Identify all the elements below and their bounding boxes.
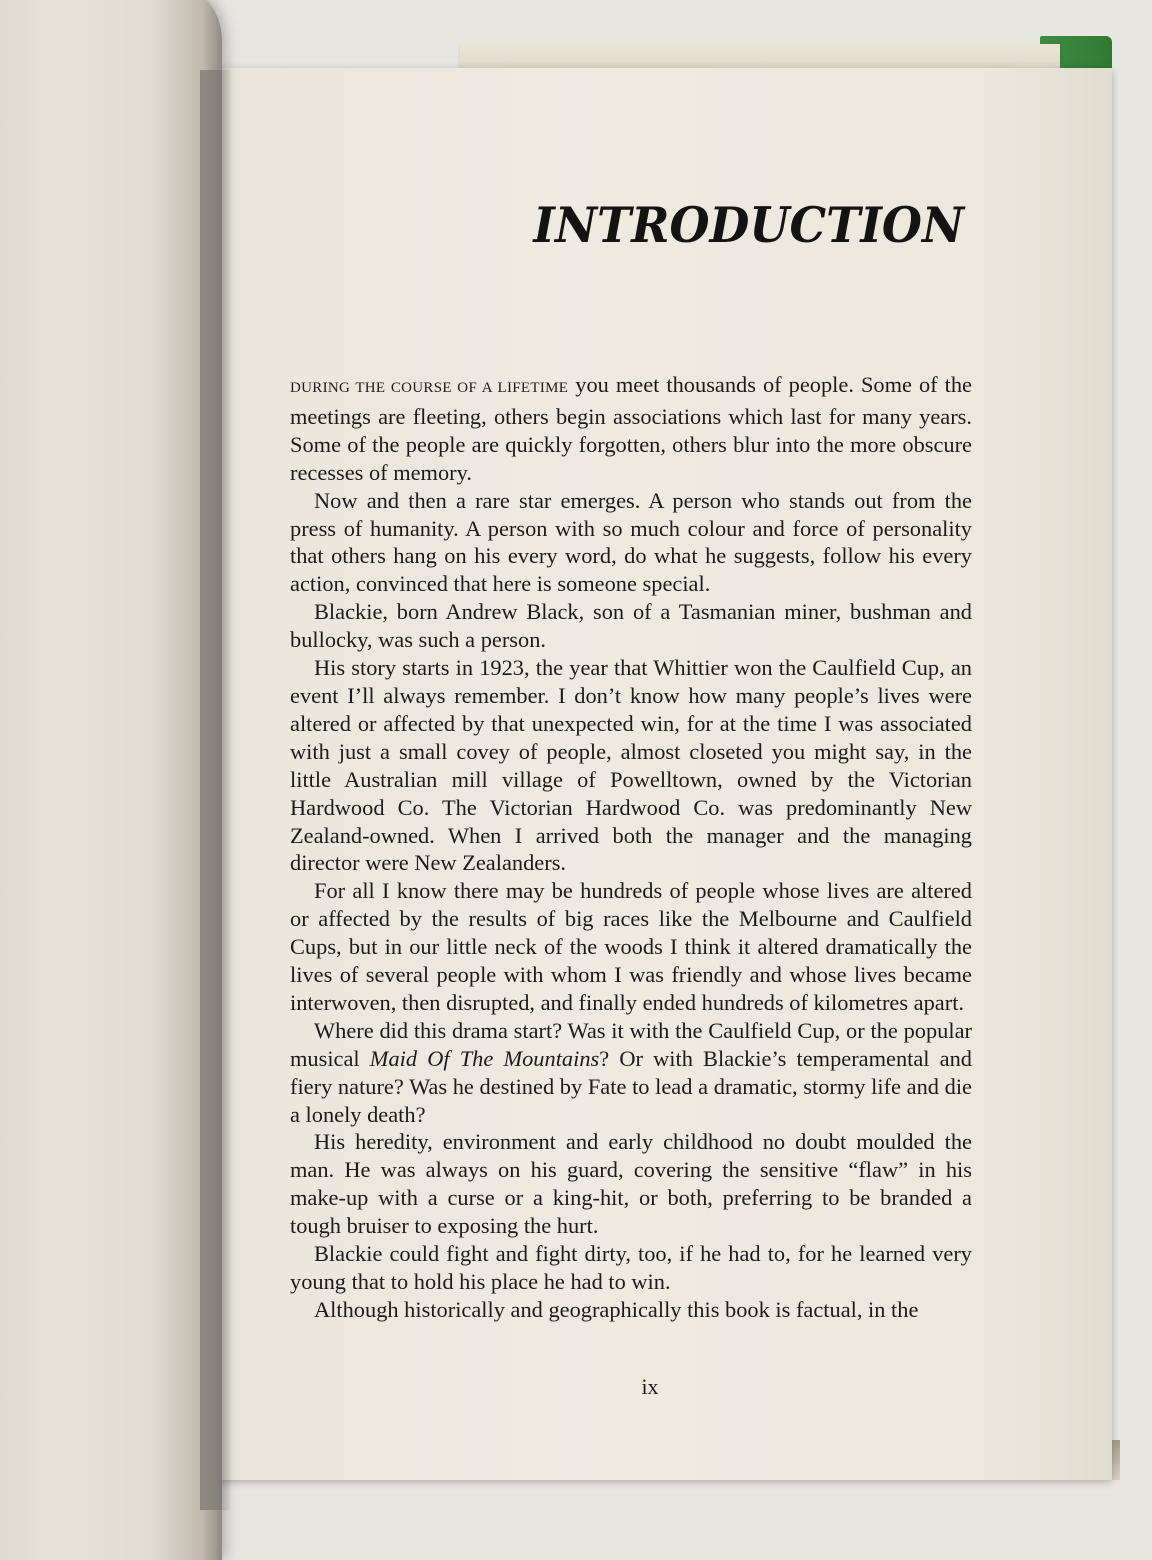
paragraph: Blackie could fight and fight dirty, too, if he had to, for he learned very young that to hold his place he had to win. <box>290 1241 972 1294</box>
paragraph-text: you meet thousands of people. Some of the meetings are fleeting, others begin associations which last for many years. Some of the people are quickly forgotten, others blur into the more obscure recesses of memory. <box>290 372 972 485</box>
musical-title-italic: Maid Of The Mountains <box>369 1045 600 1071</box>
paragraph <box>290 371 972 487</box>
paragraph <box>290 1017 972 1129</box>
facing-page <box>0 0 222 1560</box>
paragraph-text: Where did this drama start? Was it with the Caulfield Cup, or the popular musical <box>290 1017 972 1071</box>
paragraph-lead-smallcaps: DURING THE COURSE OF A LIFETIME <box>290 380 569 396</box>
paragraph: Blackie, born Andrew Black, son of a Tasmanian miner, bushman and bullocky, was such a person. <box>290 599 972 653</box>
paragraph: Now and then a rare star emerges. A person who stands out from the press of humanity. A person with so much colour and force of personality that others hang on his every word, do what he suggests, follow his every action, convinced that here is someone special. <box>290 487 972 597</box>
paragraph: His heredity, environment and early childhood no doubt moulded the man. He was always on his guard, covering the sensitive “flaw” in his make-up with a curse or a king-hit, or both, preferring to be branded a tough bruiser to exposing the hurt. <box>290 1129 972 1239</box>
paragraph-text: ? Or with Blackie’s temperamental and fiery nature? Was he destined by Fate to lead a dramatic, stormy life and die a lonely death? <box>290 1045 972 1127</box>
page-number: ix <box>641 1374 659 1399</box>
book-page <box>200 68 1112 1480</box>
paragraph: For all I know there may be hundreds of people whose lives are altered or affected by the results of big races like the Melbourne and Caulfield Cups, but in our little neck of the woods I think it altered dramatically the lives of several people with whom I was friendly and whose lives became interwoven, then disrupted, and finally ended hundreds of kilometres apart. <box>290 878 972 1015</box>
paragraph: Although historically and geographically this book is factual, in the <box>314 1296 919 1322</box>
body-text <box>290 371 972 1324</box>
chapter-title: INTRODUCTION <box>533 196 964 254</box>
paragraph: His story starts in 1923, the year that Whittier won the Caulfield Cup, an event I’ll always remember. I don’t know how many people’s lives were altered or affected by that unexpected win, for at the time I was associated with just a small covey of people, almost closeted you might say, in the little Australian mill village of Powelltown, owned by the Victorian Hardwood Co. The Victorian Hardwood Co. was predominantly New Zealand-owned. When I arrived both the manager and the managing director were New Zealanders. <box>290 655 972 876</box>
page-gutter-shadow <box>200 70 230 1510</box>
